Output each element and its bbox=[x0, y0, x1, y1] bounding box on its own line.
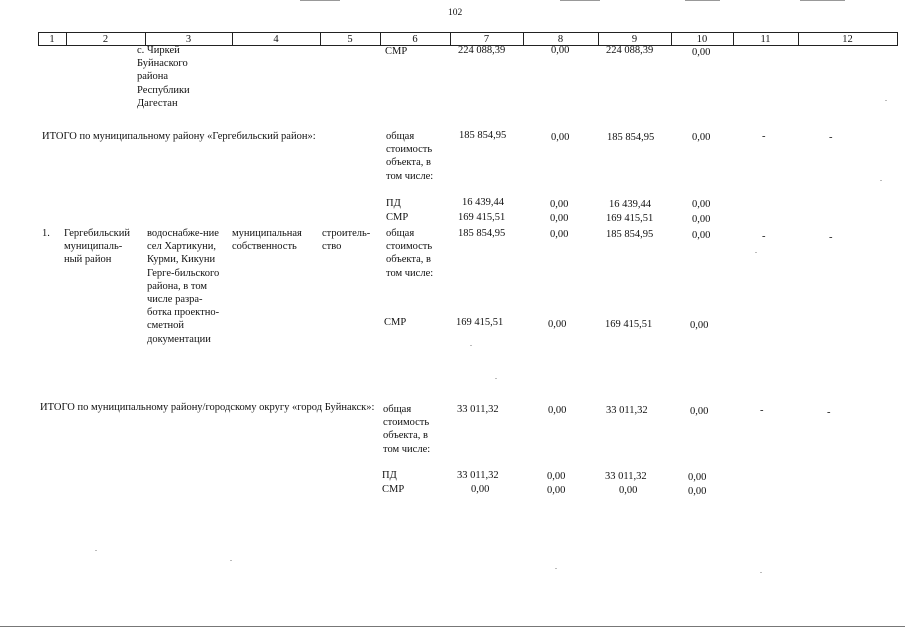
column-header-5: 5 bbox=[347, 34, 353, 45]
column-header-2: 2 bbox=[102, 34, 109, 45]
cell-col7: 185 854,95 bbox=[458, 228, 506, 239]
scan-speck bbox=[470, 345, 472, 346]
column-header-10: 10 bbox=[696, 34, 708, 45]
object-name: водоснабже-ние сел Хартикуни, Курми, Кикуни Герге-бильского района, в том числе разра-ботка проектно-сметной документации bbox=[147, 228, 220, 345]
column-header-9: 9 bbox=[631, 34, 638, 45]
cell-col11: - bbox=[762, 231, 766, 242]
cell-col7: 169 415,51 bbox=[458, 212, 506, 223]
cell-col8: 0,00 bbox=[547, 485, 566, 496]
cell-col9: 185 854,95 bbox=[606, 229, 654, 240]
cell-col8: 0,00 bbox=[551, 132, 570, 143]
cell-col9: 33 011,32 bbox=[605, 471, 647, 482]
work-type-smr: СМР bbox=[384, 317, 407, 328]
work-type-smr: СМР bbox=[382, 484, 405, 495]
cell-col9: 169 415,51 bbox=[605, 319, 653, 330]
scan-speck bbox=[495, 378, 497, 379]
work-type-smr: СМР bbox=[386, 212, 409, 223]
cell-col7: 0,00 bbox=[471, 484, 490, 495]
cell-col10: 0,00 bbox=[688, 472, 707, 483]
scan-speck bbox=[755, 252, 757, 253]
cell-col8: 0,00 bbox=[550, 213, 569, 224]
column-header-6: 6 bbox=[412, 34, 418, 45]
cell-col8: 0,00 bbox=[547, 471, 566, 482]
cell-col9: 33 011,32 bbox=[606, 405, 648, 416]
cell-col9: 224 088,39 bbox=[606, 45, 654, 56]
column-header-7: 7 bbox=[483, 34, 490, 45]
cell-col10: 0,00 bbox=[692, 199, 711, 210]
page-number: 102 bbox=[448, 8, 463, 18]
scan-speck bbox=[230, 560, 232, 561]
cell-col7: 224 088,39 bbox=[458, 45, 506, 56]
cell-col9: 16 439,44 bbox=[609, 199, 651, 210]
cell-col8: 0,00 bbox=[548, 319, 567, 330]
work-type-pd: ПД bbox=[386, 198, 401, 209]
cell-col10: 0,00 bbox=[692, 230, 711, 241]
column-header-3: 3 bbox=[185, 34, 192, 45]
scan-speck bbox=[880, 180, 882, 181]
cell-col11: - bbox=[760, 405, 764, 416]
cell-col8: 0,00 bbox=[550, 199, 569, 210]
column-header-12: 12 bbox=[842, 34, 853, 45]
cell-col10: 0,00 bbox=[688, 486, 707, 497]
total-label: ИТОГО по муниципальному району/городскому округу «город Буйнакск»: bbox=[40, 402, 375, 413]
scan-speck bbox=[885, 100, 887, 101]
construction-type: строитель-ство bbox=[322, 228, 371, 253]
ownership-type: муниципальная собственность bbox=[232, 228, 302, 253]
total-label: ИТОГО по муниципальному району «Гергебильский район»: bbox=[42, 131, 316, 142]
column-header-8: 8 bbox=[557, 34, 564, 45]
cell-col10: 0,00 bbox=[692, 132, 711, 143]
scan-edge-bottom bbox=[0, 626, 905, 627]
work-type-pd: ПД bbox=[382, 470, 397, 481]
scan-edge-top-2 bbox=[560, 0, 600, 1]
cell-col8: 0,00 bbox=[548, 405, 567, 416]
cell-col10: 0,00 bbox=[692, 214, 711, 225]
header-top-rule bbox=[38, 32, 898, 33]
cell-col12: - bbox=[829, 232, 833, 243]
cell-col7: 33 011,32 bbox=[457, 470, 499, 481]
cell-col7: 33 011,32 bbox=[457, 404, 499, 415]
work-type: общая стоимость объекта, в том числе: bbox=[386, 228, 434, 279]
work-type: общая стоимость объекта, в том числе: bbox=[383, 404, 431, 455]
scan-speck bbox=[760, 572, 762, 573]
scan-edge-top-4 bbox=[800, 0, 845, 1]
work-type: СМР bbox=[385, 46, 408, 57]
cell-col10: 0,00 bbox=[692, 47, 711, 58]
cell-col7: 169 415,51 bbox=[456, 317, 504, 328]
scan-edge-top-3 bbox=[685, 0, 720, 1]
column-header-4: 4 bbox=[273, 34, 279, 45]
row-number: 1. bbox=[42, 228, 50, 239]
header-divider bbox=[897, 32, 898, 46]
object-name: с. Чиркей Буйнаского района Республики Дагестан bbox=[137, 45, 190, 109]
cell-col11: - bbox=[762, 131, 766, 142]
scan-edge-top-1 bbox=[300, 0, 340, 1]
column-header-11: 11 bbox=[760, 34, 771, 45]
work-type: общая стоимость объекта, в том числе: bbox=[386, 131, 434, 182]
cell-col8: 0,00 bbox=[551, 45, 570, 56]
cell-col12: - bbox=[829, 132, 833, 143]
cell-col7: 185 854,95 bbox=[459, 130, 507, 141]
cell-col9: 185 854,95 bbox=[607, 132, 655, 143]
municipality-name: Гергебильский муниципаль-ный район bbox=[64, 228, 130, 266]
cell-col10: 0,00 bbox=[690, 406, 709, 417]
scan-speck bbox=[95, 550, 97, 551]
cell-col12: - bbox=[827, 407, 831, 418]
cell-col8: 0,00 bbox=[550, 229, 569, 240]
column-header-1: 1 bbox=[49, 34, 55, 45]
cell-col9: 169 415,51 bbox=[606, 213, 654, 224]
cell-col10: 0,00 bbox=[690, 320, 709, 331]
cell-col9: 0,00 bbox=[619, 485, 638, 496]
scan-speck bbox=[555, 568, 557, 569]
cell-col7: 16 439,44 bbox=[462, 197, 504, 208]
